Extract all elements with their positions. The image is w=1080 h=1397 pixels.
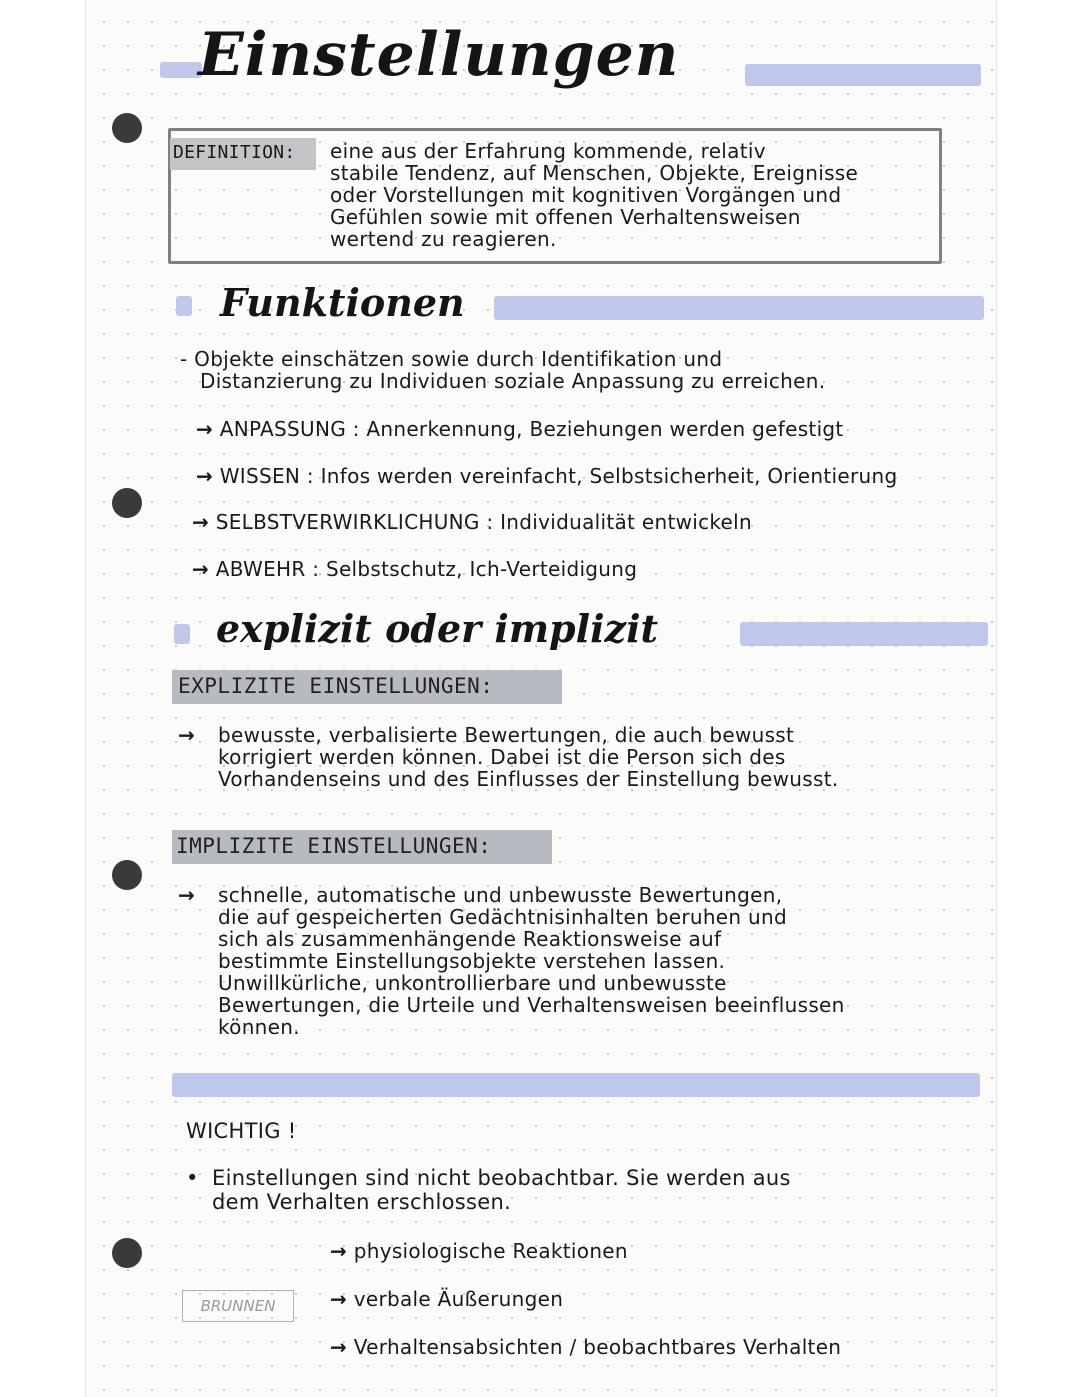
section-divider-highlight (172, 1073, 980, 1097)
title-highlight-left (160, 62, 202, 78)
wichtig-item-text: physiologische Reaktionen (353, 1239, 628, 1263)
funktion-label: SELBSTVERWIRKLICHUNG (215, 510, 480, 534)
implizit-line: Unwillkürliche, unkontrollierbare und unbewusste (218, 971, 727, 995)
explizit-line: Vorhandenseins und des Einflusses der Einstellung bewusst. (218, 767, 839, 791)
section-heading-explizit-implizit: explizit oder implizit (216, 606, 659, 651)
wichtig-item (330, 1336, 970, 1358)
wichtig-item (330, 1240, 950, 1262)
implizit-line: die auf gespeicherten Gedächtnisinhalten beruhen und (218, 905, 787, 929)
implizit-line: schnelle, automatische und unbewusste Bewertungen, (218, 883, 783, 907)
arrow-icon: → (196, 464, 214, 488)
implizit-line: Bewertungen, die Urteile und Verhaltensweisen beeinflussen (218, 993, 845, 1017)
intro-line: - Objekte einschätzen sowie durch Identifikation und (180, 347, 723, 371)
wichtig-label: WICHTIG ! (186, 1119, 297, 1143)
explizit-label: EXPLIZITE EINSTELLUNGEN: (178, 674, 494, 698)
funktion-item (196, 465, 986, 487)
funktion-text: : Selbstschutz, Ich-Verteidigung (312, 557, 638, 581)
punch-hole (112, 488, 142, 518)
definition-line: oder Vorstellungen mit kognitiven Vorgängen und (330, 183, 842, 207)
explizit-text (178, 724, 968, 790)
implizit-label: IMPLIZITE EINSTELLUNGEN: (176, 834, 492, 858)
section-heading-funktionen: Funktionen (220, 280, 465, 325)
implizit-text (178, 884, 968, 1038)
funktionen-intro (180, 348, 960, 392)
punch-hole (112, 113, 142, 143)
definition-line: Gefühlen sowie mit offenen Verhaltensweisen (330, 205, 801, 229)
definition-line: eine aus der Erfahrung kommende, relativ (330, 139, 766, 163)
wichtig-item-text: verbale Äußerungen (353, 1287, 564, 1311)
funktion-text: : Annerkennung, Beziehungen werden gefestigt (352, 417, 844, 441)
wichtig-text (186, 1166, 976, 1214)
implizit-line: können. (218, 1015, 300, 1039)
funktion-item (196, 418, 986, 440)
page-title: Einstellungen (198, 20, 680, 90)
punch-hole (112, 860, 142, 890)
arrow-icon: → (192, 557, 210, 581)
funktion-text: : Infos werden vereinfacht, Selbstsicherheit, Orientierung (306, 464, 898, 488)
intro-line: Distanzierung zu Individuen soziale Anpassung zu erreichen. (200, 369, 826, 393)
funktion-item (192, 511, 982, 533)
definition-text (330, 140, 930, 250)
wichtig-item-text: Verhaltensabsichten / beobachtbares Verhalten (353, 1335, 842, 1359)
arrow-icon: → (178, 883, 196, 907)
brand-name: BRUNNEN (200, 1297, 276, 1315)
bullet-icon: • (186, 1166, 199, 1190)
wichtig-line: Einstellungen sind nicht beobachtbar. Sie werden aus (212, 1166, 791, 1190)
arrow-icon: → (330, 1239, 348, 1263)
explizit-line: bewusste, verbalisierte Bewertungen, die auch bewusst (218, 723, 795, 747)
funktion-label: WISSEN (219, 464, 301, 488)
wichtig-line: dem Verhalten erschlossen. (212, 1190, 512, 1214)
title-highlight-right (745, 64, 981, 86)
brand-logo (182, 1290, 294, 1322)
explizit-highlight-right (740, 622, 988, 646)
wichtig-item (330, 1288, 950, 1310)
funktion-label: ABWEHR (215, 557, 306, 581)
explizit-line: korrigiert werden können. Dabei ist die Person sich des (218, 745, 786, 769)
arrow-icon: → (192, 510, 210, 534)
arrow-icon: → (330, 1335, 348, 1359)
funktion-item (192, 558, 982, 580)
funktionen-highlight-left (176, 296, 192, 316)
definition-label: DEFINITION: (173, 142, 296, 163)
definition-line: wertend zu reagieren. (330, 227, 557, 251)
funktionen-highlight-right (494, 296, 984, 320)
funktion-text: : Individualität entwickeln (486, 510, 752, 534)
implizit-line: sich als zusammenhängende Reaktionsweise auf (218, 927, 722, 951)
implizit-line: bestimmte Einstellungsobjekte verstehen lassen. (218, 949, 726, 973)
definition-line: stabile Tendenz, auf Menschen, Objekte, Ereignisse (330, 161, 859, 185)
arrow-icon: → (330, 1287, 348, 1311)
funktion-label: ANPASSUNG (219, 417, 347, 441)
explizit-highlight-left (174, 624, 190, 644)
arrow-icon: → (178, 723, 196, 747)
punch-hole (112, 1238, 142, 1268)
arrow-icon: → (196, 417, 214, 441)
